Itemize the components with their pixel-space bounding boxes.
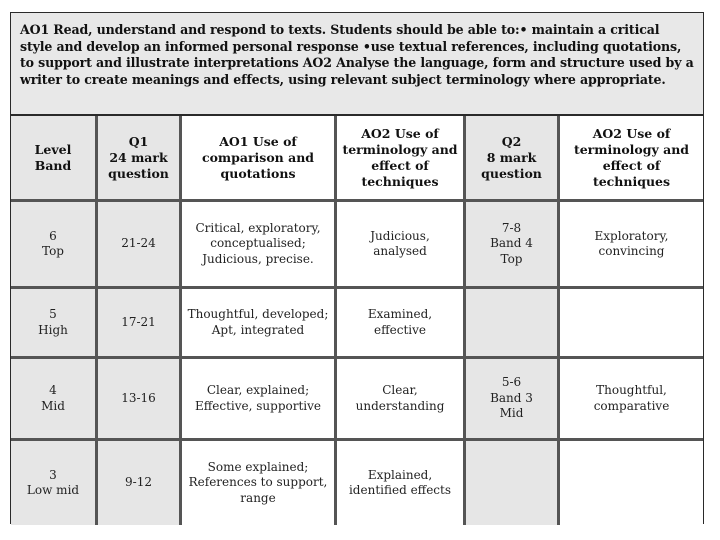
cell-level: 4 Mid [11,359,98,441]
cell-ao2: Judicious, analysed [337,202,466,289]
column-header-level-band: Level Band [11,116,98,202]
cell-ao2-q2: Thoughtful, comparative [560,359,703,441]
mark-scheme-table [11,116,703,525]
column-header-ao1: AO1 Use of comparison and quotations [182,116,337,202]
cell-ao2: Clear, understanding [337,359,466,441]
cell-ao2-q2 [560,441,703,525]
table-header-row [11,116,703,202]
column-header-q2: Q2 8 mark question [466,116,560,202]
cell-q2-marks [466,289,560,359]
column-header-ao2: AO2 Use of terminology and effect of techniques [337,116,466,202]
cell-q2-marks: 7-8 Band 4 Top [466,202,560,289]
cell-q2-marks [466,441,560,525]
cell-ao2: Examined, effective [337,289,466,359]
cell-ao1: Critical, exploratory, conceptualised; Judicious, precise. [182,202,337,289]
cell-level: 3 Low mid [11,441,98,525]
cell-ao1: Thoughtful, developed; Apt, integrated [182,289,337,359]
cell-q1-marks: 9-12 [98,441,182,525]
cell-q1-marks: 21-24 [98,202,182,289]
column-header-q1: Q1 24 mark question [98,116,182,202]
cell-ao2: Explained, identified effects [337,441,466,525]
cell-ao2-q2: Exploratory, convincing [560,202,703,289]
table-row [11,441,703,525]
cell-q1-marks: 13-16 [98,359,182,441]
table-row [11,202,703,289]
column-header-ao2-q2: AO2 Use of terminology and effect of techniques [560,116,703,202]
assessment-objectives-header: AO1 Read, understand and respond to texts. Students should be able to:• maintain a critical style and develop an informed personal response •use textual references, including quotations, to support and illustrate interpretations AO2 Analyse the language, form and structure used by a writer to create meanings and effects, using relevant subject terminology where appropriate. [11,13,703,116]
table-row [11,289,703,359]
cell-q1-marks: 17-21 [98,289,182,359]
cell-level: 5 High [11,289,98,359]
cell-q2-marks: 5-6 Band 3 Mid [466,359,560,441]
cell-level: 6 Top [11,202,98,289]
cell-ao2-q2 [560,289,703,359]
assessment-sheet [10,12,704,524]
cell-ao1: Some explained; References to support, range [182,441,337,525]
table-row [11,359,703,441]
cell-ao1: Clear, explained; Effective, supportive [182,359,337,441]
